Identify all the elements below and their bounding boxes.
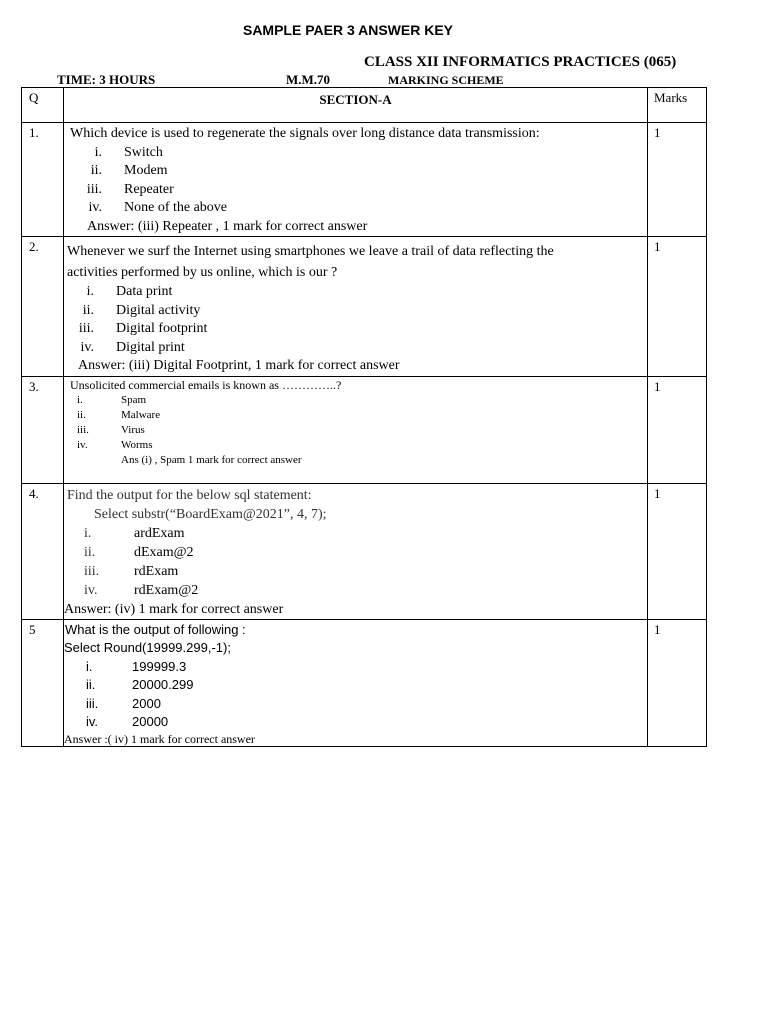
option bbox=[64, 162, 647, 181]
question-number: 3. bbox=[22, 376, 64, 483]
marking-scheme-label: MARKING SCHEME bbox=[388, 73, 504, 87]
option-text: dExam@2 bbox=[134, 544, 194, 560]
table-header-row bbox=[22, 88, 707, 123]
max-marks-label: M.M.70 bbox=[286, 72, 331, 87]
option-text: 199999.3 bbox=[132, 658, 187, 674]
option bbox=[64, 181, 647, 200]
answer-text: Answer: (iv) 1 mark for correct answer bbox=[64, 601, 284, 617]
option-text: Modem bbox=[124, 163, 168, 178]
option-text: Spam bbox=[121, 393, 147, 406]
option-text: Digital activity bbox=[116, 302, 201, 318]
option bbox=[64, 695, 647, 714]
option bbox=[64, 393, 647, 408]
question-text-line-2: activities performed by us online, which is our ? bbox=[67, 265, 338, 280]
answer-text: Answer: (iii) Digital Footprint, 1 mark for correct answer bbox=[78, 358, 400, 373]
option-text: Virus bbox=[121, 423, 145, 436]
option-number: ii. bbox=[82, 302, 94, 318]
sql-statement: Select substr(“BoardExam@2021”, 4, 7); bbox=[94, 506, 327, 522]
option-text: 2000 bbox=[132, 695, 161, 711]
answer-key-table bbox=[21, 87, 707, 747]
question-number: 5 bbox=[22, 619, 64, 746]
option-text: Malware bbox=[121, 408, 161, 421]
class-subject-line: CLASS XII INFORMATICS PRACTICES (065) bbox=[364, 54, 677, 70]
option-number: iii. bbox=[77, 423, 89, 436]
option-number: ii. bbox=[84, 544, 96, 560]
question-row-2 bbox=[22, 237, 707, 377]
question-row-5 bbox=[22, 619, 707, 746]
question-number: 4. bbox=[22, 483, 64, 619]
option-text: Digital footprint bbox=[116, 321, 208, 336]
option-number: i. bbox=[84, 525, 92, 541]
option bbox=[64, 658, 647, 677]
option-number: iv. bbox=[80, 339, 94, 355]
question-text: Unsolicited commercial emails is known as …………..? bbox=[70, 377, 342, 392]
option bbox=[64, 283, 647, 302]
question-text: What is the output of following : bbox=[65, 621, 246, 637]
option-number: iv. bbox=[84, 582, 98, 598]
option bbox=[64, 423, 647, 438]
option bbox=[64, 339, 647, 358]
question-body bbox=[64, 237, 648, 377]
option-text: 20000 bbox=[132, 714, 169, 729]
option-number: ii. bbox=[90, 163, 102, 178]
option-text: rdExam bbox=[134, 563, 179, 579]
question-row-3 bbox=[22, 376, 707, 483]
option bbox=[64, 302, 647, 321]
question-text: Find the output for the below sql statement: bbox=[67, 487, 312, 503]
option-number: iii. bbox=[78, 321, 94, 336]
option-number: i. bbox=[86, 658, 93, 674]
option bbox=[64, 524, 647, 543]
option-text: rdExam@2 bbox=[134, 582, 199, 598]
question-text-line-1: Whenever we surf the Internet using smartphones we leave a trail of data reflecting the bbox=[67, 244, 554, 259]
option-number: iv. bbox=[86, 714, 99, 729]
question-text: Which device is used to regenerate the signals over long distance data transmission: bbox=[70, 126, 540, 141]
option bbox=[64, 408, 647, 423]
option bbox=[64, 144, 647, 163]
option bbox=[64, 543, 647, 562]
question-row-4 bbox=[22, 483, 707, 619]
option-text: None of the above bbox=[124, 200, 228, 215]
marks-value: 1 bbox=[648, 237, 707, 377]
option-text: Digital print bbox=[116, 339, 185, 355]
option-text: 20000.299 bbox=[132, 677, 194, 692]
question-body bbox=[64, 483, 648, 619]
option-text: ardExam bbox=[134, 525, 185, 541]
option-number: iii. bbox=[86, 181, 102, 197]
question-number: 2. bbox=[22, 237, 64, 377]
time-label: TIME: 3 HOURS bbox=[57, 72, 156, 87]
option-number: i. bbox=[86, 284, 94, 299]
option bbox=[64, 320, 647, 339]
option-number: i. bbox=[94, 144, 102, 160]
marks-value: 1 bbox=[648, 619, 707, 746]
option bbox=[64, 581, 647, 600]
sql-statement: Select Round(19999.299,-1); bbox=[64, 640, 231, 655]
option bbox=[64, 676, 647, 695]
option bbox=[64, 438, 647, 453]
question-body bbox=[64, 619, 648, 746]
option bbox=[64, 199, 647, 218]
marks-value: 1 bbox=[648, 123, 707, 237]
question-body bbox=[64, 376, 648, 483]
question-row-1 bbox=[22, 123, 707, 237]
option-number: ii. bbox=[77, 408, 86, 421]
answer-text: Answer: (iii) Repeater , 1 mark for correct answer bbox=[87, 218, 368, 234]
option bbox=[64, 713, 647, 732]
option-text: Data print bbox=[116, 284, 173, 299]
option-number: iii. bbox=[84, 563, 100, 579]
q-column-header: Q bbox=[22, 88, 64, 123]
option-text: Repeater bbox=[124, 181, 174, 197]
section-header: SECTION-A bbox=[64, 88, 648, 123]
marks-column-header: Marks bbox=[648, 88, 707, 123]
option bbox=[64, 562, 647, 581]
answer-text: Answer :( iv) 1 mark for correct answer bbox=[64, 731, 255, 746]
document-title: SAMPLE PAER 3 ANSWER KEY bbox=[242, 22, 454, 38]
option-number: iii. bbox=[86, 695, 99, 711]
question-number: 1. bbox=[22, 123, 64, 237]
option-text: Switch bbox=[124, 144, 163, 160]
marks-value: 1 bbox=[648, 376, 707, 483]
option-number: iv. bbox=[77, 438, 88, 451]
option-text: Worms bbox=[121, 438, 153, 451]
option-number: iv. bbox=[88, 200, 102, 215]
marks-value: 1 bbox=[648, 483, 707, 619]
option-number: ii. bbox=[86, 677, 96, 692]
answer-text: Ans (i) , Spam 1 mark for correct answer bbox=[121, 453, 302, 466]
option-number: i. bbox=[77, 393, 83, 406]
question-body bbox=[64, 123, 648, 237]
